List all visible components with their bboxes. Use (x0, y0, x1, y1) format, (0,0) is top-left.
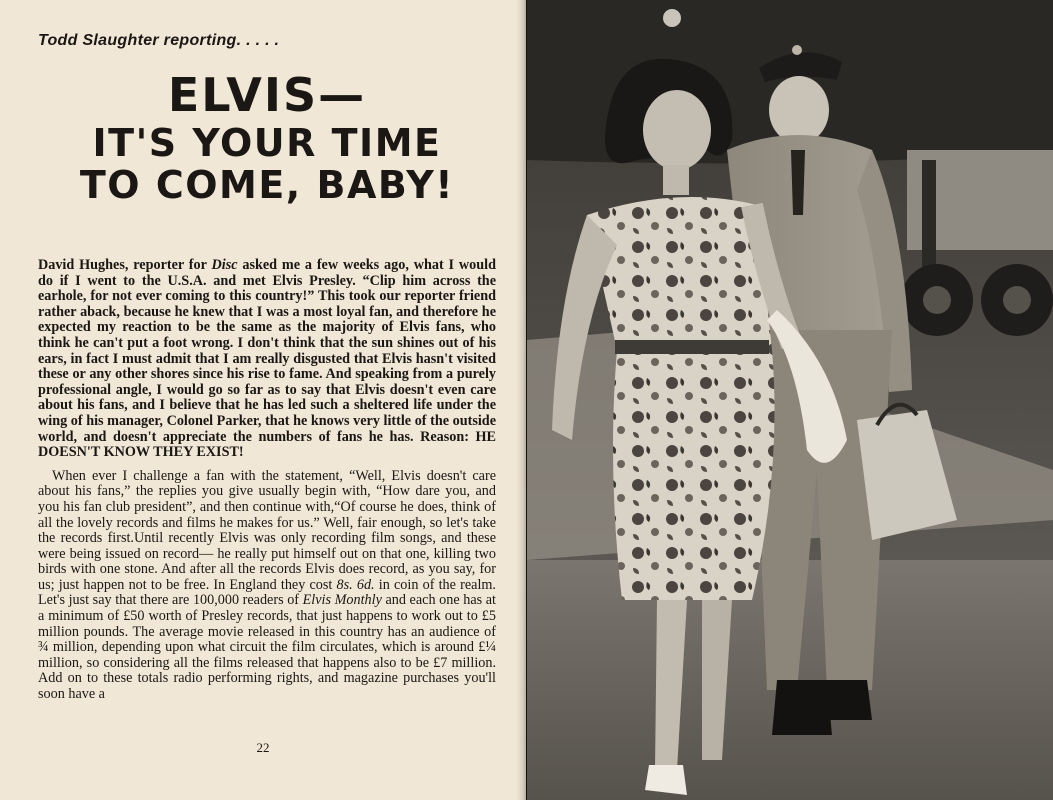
body-text-1: When ever I challenge a fan with the statement, “Well, Elvis doesn't care about his fans,” the replies you give usually begin with, “How dare you, and you his fan club president”, and then continue with,“Of course he does, think of all the lovely records and films he makes for us.” Well, fair enough, so let's take the records first.Until recently Elvis was only recording film songs, and these were being issued on record— he really put himself out on that one, killing two birds with one stone. And after all the records Elvis does record, as you say, for us; just happen not to be free. In England they cost (38, 467, 496, 593)
lead-paragraph (38, 258, 496, 461)
headline-line-2: IT'S YOUR TIME (92, 120, 442, 165)
cap-badge (792, 45, 802, 55)
white-heel (645, 765, 687, 795)
aircraft-light (663, 9, 681, 27)
byline: Todd Slaughter reporting. . . . . (38, 32, 280, 49)
elvis-shoe (825, 680, 872, 720)
headline (36, 70, 498, 207)
body-italic-magazine: Elvis Monthly (302, 592, 382, 609)
lead-text-1: David Hughes, reporter for (38, 257, 212, 273)
headline-line-3: TO COME, BABY! (79, 163, 455, 208)
elvis-shoe (772, 680, 832, 735)
body-text-3: and each one has at a minimum of £50 worth of Presley records, that just happens to work out to £5 million pounds. The average movie released in this country has an audience of ¾ million, depending upon what circuit the film circulates, which is around £¼ million, so considering all the films released that happens also to be £7 million. Add on to these totals radio performing rights, and magazine purchases you'll soon have a (38, 592, 496, 703)
lead-italic-disc: Disc (211, 257, 238, 273)
body-text-2: in coin of the realm. Let's just say that there are 100,000 readers of (38, 576, 496, 609)
woman-face (643, 90, 711, 170)
article-page (0, 0, 526, 800)
dress-belt (615, 340, 769, 354)
elvis-and-woman-photograph (527, 0, 1053, 800)
headline-line-1: ELVIS— (167, 68, 367, 122)
article-body (38, 258, 496, 703)
photograph-illustration (527, 0, 1053, 800)
page-number: 22 (256, 740, 270, 755)
body-italic-price: 8s. 6d. (336, 576, 375, 593)
elvis-face (769, 76, 829, 144)
body-paragraph (38, 469, 496, 703)
necktie (791, 150, 805, 215)
woman-neck (663, 165, 689, 195)
lead-text-2: asked me a few weeks ago, what I would do if I went to the U.S.A. and met Elvis Presley. “Clip him across the earhole, for not ever coming to this country!” This took our reporter friend rather aback, because he knew that I was a most loyal fan, and therefore he expected my reaction to be the same as the majority of Elvis fans, who think he can't put a foot wrong. I don't think that the sun shines out of his ears, in fact I must admit that I am really disgusted that Elvis hasn't visited these or any other shores since his rise to fame. And speaking from a purely professional angle, I would go so far as to say that Elvis doesn't even care about his fans, and I believe that he has led such a sheltered life under the wing of his manager, Colonel Parker, that he knows very little of the outside world, and doesn't appreciate the numbers of fans he has. Reason: HE DOESN'T KNOW THEY EXIST! (38, 257, 496, 461)
